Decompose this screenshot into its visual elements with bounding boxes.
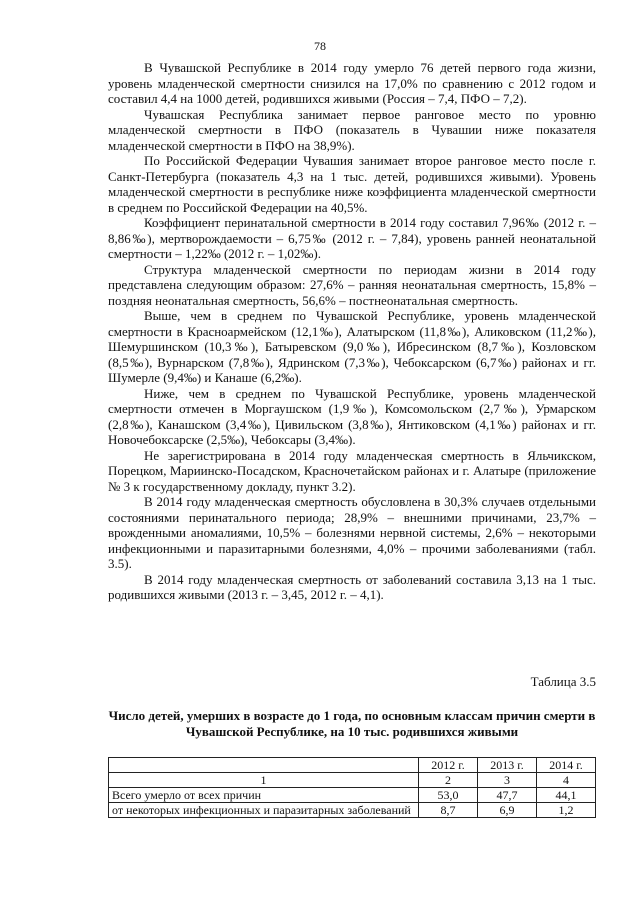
- table-column-numbers-row: [109, 773, 596, 788]
- paragraph: В Чувашской Республике в 2014 году умерло 76 детей первого года жизни, уровень младенческой смертности снизился на 17,0% по сравнению с 2012 годом и составил 4,4 на 1000 детей, родившихся живыми (Россия – 7,4, ПФО – 7,2).: [108, 60, 596, 106]
- paragraph: Коэффициент перинатальной смертности в 2014 году составил 7,96‰ (2012 г. – 8,86‰), мертворождаемости – 6,75‰ (2012 г. – 7,84), уровень ранней неонатальной смертности – 1,22‰ (2012 г. – 1,02‰).: [108, 215, 596, 261]
- paragraph: Чувашская Республика занимает первое ранговое место по уровню младенческой смертности в ПФО (показатель в Чувашии ниже показателя младенческой смертности в ПФО на 38,9%).: [108, 106, 596, 153]
- column-number: 2: [419, 773, 478, 788]
- table-header-empty: [109, 758, 419, 773]
- column-number: 3: [478, 773, 537, 788]
- table-header-year: 2014 г.: [537, 758, 596, 773]
- table-cell: 44,1: [537, 788, 596, 803]
- paragraph: По Российской Федерации Чувашия занимает второе ранговое место после г. Санкт-Петербурга (показатель 4,3 на 1 тыс. детей, родившихся живыми). Уровень младенческой смертности в республике ниже коэффициента младенческой смертности в среднем по Российской Федерации на 40,5%.: [108, 153, 596, 215]
- table-row: [109, 803, 596, 818]
- paragraph: Ниже, чем в среднем по Чувашской Республике, уровень младенческой смертности отмечен в Моргаушском (1,9‰), Комсомольском (2,7‰), Урмарском (2,8‰), Канашском (3,4‰), Цивильском (3,8‰), Янтиковском (4,1‰) районах и гг. Новочебоксарске (2,5‰), Чебоксары (3,4‰).: [108, 385, 596, 447]
- table-cell: 53,0: [419, 788, 478, 803]
- table-label: Таблица 3.5: [530, 674, 596, 689]
- table-cell: 1,2: [537, 803, 596, 818]
- table-header-year: 2013 г.: [478, 758, 537, 773]
- table-cell: 47,7: [478, 788, 537, 803]
- column-number: 4: [537, 773, 596, 788]
- table-header-row: [109, 758, 596, 773]
- row-label: от некоторых инфекционных и паразитарных заболеваний: [109, 803, 419, 818]
- causes-table: [108, 757, 596, 818]
- table-header-year: 2012 г.: [419, 758, 478, 773]
- column-number: 1: [109, 773, 419, 788]
- paragraph: Структура младенческой смертности по периодам жизни в 2014 году представлена следующим образом: 27,6% – ранняя неонатальная смертность, 15,8% – поздняя неонатальная смертность, 56,6% – постнеонатальная смертность.: [108, 261, 596, 308]
- table-cell: 8,7: [419, 803, 478, 818]
- table-title: Число детей, умерших в возрасте до 1 года, по основным классам причин смерти в Чувашской Республике, на 10 тыс. родившихся живыми: [108, 708, 596, 739]
- body-text: [108, 60, 596, 603]
- row-label: Всего умерло от всех причин: [109, 788, 419, 803]
- paragraph: В 2014 году младенческая смертность обусловлена в 30,3% случаев отдельными состояниями перинатального периода; 28,9% – внешними причинами, 23,7% – врожденными аномалиями, 10,5% – болезнями нервной системы, 2,6% – некоторыми инфекционными и паразитарными болезнями, 4,0% – прочими заболеваниями (табл. 3.5).: [108, 494, 596, 571]
- paragraph: Выше, чем в среднем по Чувашской Республике, уровень младенческой смертности в Красноармейском (12,1‰), Алатырском (11,8‰), Аликовском (11,2‰), Шемуршинском (10,3‰), Батыревском (9,0‰), Ибресинском (8,7‰), Козловском (8,5‰), Вурнарском (7,8‰), Ядринском (7,3‰), Чебоксарском (6,7‰) районах и гг. Шумерле (9,4‰) и Канаше (6,2‰).: [108, 308, 596, 385]
- table-row: [109, 788, 596, 803]
- page-number: 78: [314, 39, 326, 53]
- paragraph: В 2014 году младенческая смертность от заболеваний составила 3,13 на 1 тыс. родившихся живыми (2013 г. – 3,45, 2012 г. – 4,1).: [108, 571, 596, 602]
- table-cell: 6,9: [478, 803, 537, 818]
- paragraph: Не зарегистрирована в 2014 году младенческая смертность в Яльчикском, Порецком, Мариинско-Посадском, Красночетайском районах и г. Алатыре (приложение № 3 к государственному докладу, пункт 3.2).: [108, 447, 596, 494]
